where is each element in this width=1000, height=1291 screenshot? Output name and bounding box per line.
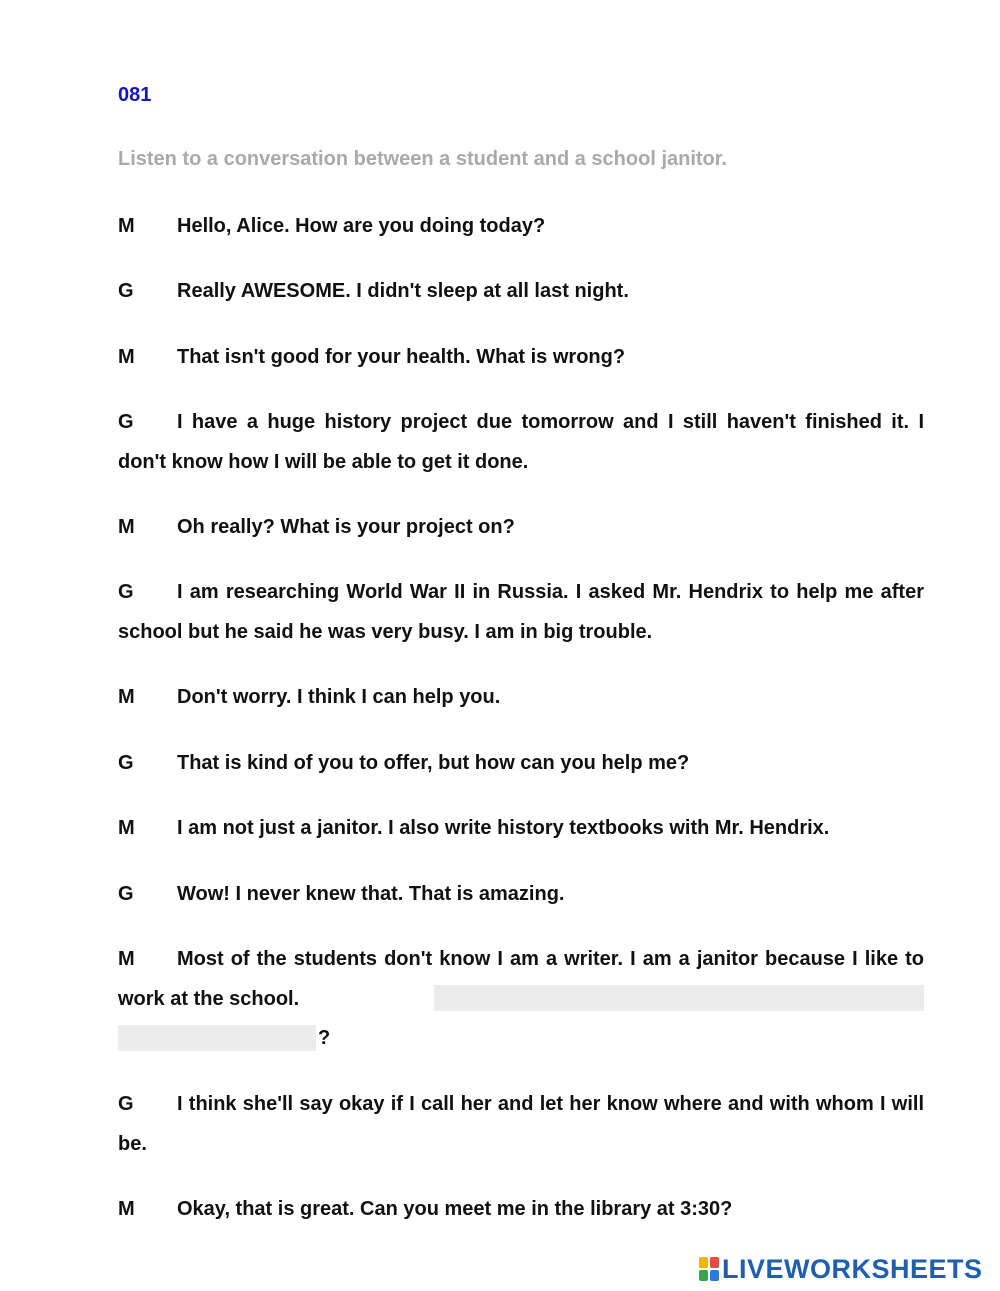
- speaker-label: G: [118, 411, 134, 433]
- dialogue-text: Oh really? What is your project on?: [177, 516, 515, 538]
- speaker-label: M: [118, 817, 135, 839]
- logo-text: LIVEWORKSHEETS: [722, 1253, 983, 1284]
- speaker-label: M: [118, 516, 135, 538]
- dialogue-text: Don't worry. I think I can help you.: [177, 686, 501, 708]
- dialogue-line: [118, 874, 924, 914]
- dialogue-text: Okay, that is great. Can you meet me in the library at 3:30?: [177, 1198, 733, 1220]
- speaker-label: M: [118, 686, 135, 708]
- speaker-label: M: [118, 346, 135, 368]
- dialogue-line: [118, 1084, 924, 1164]
- speaker-label: M: [118, 948, 135, 970]
- dialogue-text: That isn't good for your health. What is wrong?: [177, 346, 626, 368]
- dialogue-line: [118, 337, 924, 377]
- dialogue-line: [118, 677, 924, 717]
- dialogue-text: Hello, Alice. How are you doing today?: [177, 215, 546, 237]
- dialogue-line: [118, 507, 924, 547]
- dialogue-text: That is kind of you to offer, but how can you help me?: [177, 752, 690, 774]
- dialogue-line: [118, 1189, 924, 1229]
- dialogue-text: I think she'll say okay if I call her and let her know where and with whom I will be.: [118, 1093, 924, 1155]
- document-number: 081: [118, 84, 152, 106]
- dialogue-text: I am not just a janitor. I also write history textbooks with Mr. Hendrix.: [177, 817, 830, 839]
- speaker-label: G: [118, 752, 134, 774]
- speaker-label: M: [118, 1198, 135, 1220]
- liveworksheets-logo: [698, 1254, 983, 1284]
- answer-blank-2[interactable]: [118, 1025, 316, 1051]
- speaker-label: G: [118, 581, 134, 603]
- dialogue-line: [118, 271, 924, 311]
- speaker-label: G: [118, 1093, 134, 1115]
- speaker-label: G: [118, 280, 134, 302]
- answer-blank-1[interactable]: [434, 985, 924, 1011]
- speaker-label: G: [118, 883, 134, 905]
- dialogue-line: [118, 572, 924, 652]
- question-mark: ?: [318, 1027, 331, 1049]
- dialogue-line: [118, 743, 924, 783]
- liveworksheets-logo-icon: [698, 1256, 720, 1282]
- dialogue-text: Most of the students don't know I am a writer. I am a janitor because I like to work at the school.: [118, 948, 924, 1010]
- dialogue-text: I am researching World War II in Russia. I asked Mr. Hendrix to help me after school but he said he was very busy. I am in big trouble.: [118, 581, 924, 643]
- dialogue-line: [118, 808, 924, 848]
- listening-instruction: Listen to a conversation between a student and a school janitor.: [118, 148, 728, 170]
- dialogue-text: Wow! I never knew that. That is amazing.: [177, 883, 565, 905]
- dialogue-line: [118, 402, 924, 482]
- speaker-label: M: [118, 215, 135, 237]
- dialogue-text: Really AWESOME. I didn't sleep at all last night.: [177, 280, 629, 302]
- dialogue-text: I have a huge history project due tomorrow and I still haven't finished it. I don't know how I will be able to get it done.: [118, 411, 924, 473]
- dialogue-line: [118, 206, 924, 246]
